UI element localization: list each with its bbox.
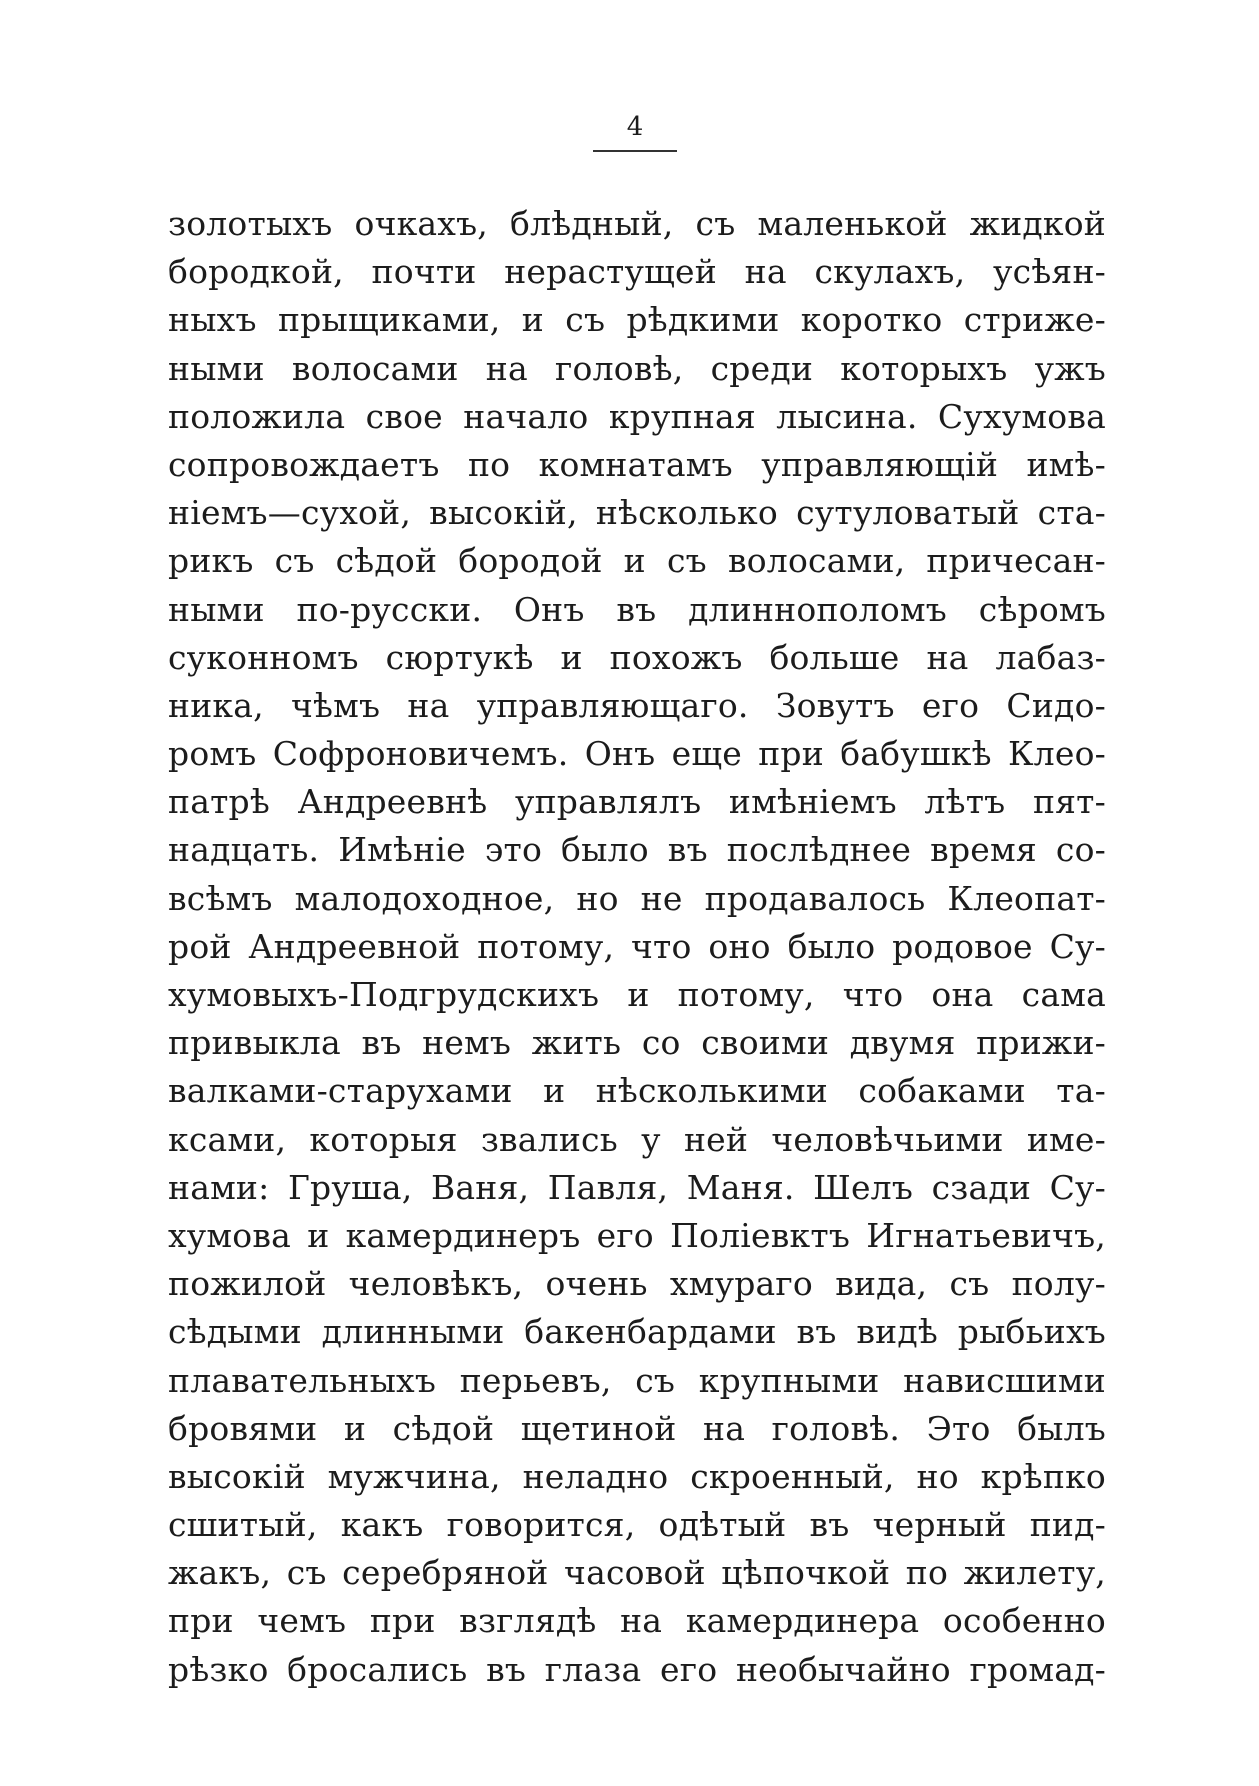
text-line: всѣмъ малодоходное, но не продавалось Клеопат- (168, 878, 1106, 918)
text-line: ніемъ—сухой, высокій, нѣсколько сутуловатый ста- (168, 493, 1106, 533)
text-line: ныхъ прыщиками, и съ рѣдкими коротко стриже- (168, 300, 1106, 340)
text-line: бровями и сѣдой щетиной на головѣ. Это былъ (168, 1408, 1106, 1448)
text-line: рой Андреевной потому, что оно было родовое Су- (168, 926, 1106, 966)
text-line: ными по-русски. Онъ въ длиннополомъ сѣромъ (168, 589, 1106, 629)
text-line: плавательныхъ перьевъ, съ крупными нависшими (168, 1360, 1106, 1400)
text-line: рикъ съ сѣдой бородой и съ волосами, причесан- (168, 541, 1106, 581)
text-line: валками-старухами и нѣсколькими собаками та- (168, 1071, 1106, 1111)
text-line: хумова и камердинеръ его Поліевктъ Игнатьевичъ, (168, 1215, 1106, 1255)
text-line: рѣзко бросались въ глаза его необычайно громад- (168, 1649, 1106, 1689)
text-line: сѣдыми длинными бакенбардами въ видѣ рыбьихъ (168, 1312, 1106, 1352)
page-number: 4 (626, 112, 644, 142)
text-line: сшитый, какъ говорится, одѣтый въ черный пид- (168, 1505, 1106, 1545)
text-line: жакъ, съ серебряной часовой цѣпочкой по жилету, (168, 1553, 1106, 1593)
text-line: ными волосами на головѣ, среди которыхъ ужъ (168, 348, 1106, 388)
text-line: сопровождаетъ по комнатамъ управляющій имѣ- (168, 444, 1106, 484)
text-line: пожилой человѣкъ, очень хмураго вида, съ полу- (168, 1264, 1106, 1304)
text-line: привыкла въ немъ жить со своими двумя прижи- (168, 1023, 1106, 1063)
text-line: суконномъ сюртукѣ и похожъ больше на лабаз- (168, 637, 1106, 677)
text-line: хумовыхъ-Подгрудскихъ и потому, что она сама (168, 975, 1106, 1014)
text-line: высокій мужчина, неладно скроенный, но крѣпко (168, 1456, 1106, 1496)
text-line: ника, чѣмъ на управляющаго. Зовутъ его Сидо- (168, 685, 1106, 725)
text-line: бородкой, почти нерастущей на скулахъ, усѣян- (168, 252, 1106, 292)
text-line: ксами, которыя звались у ней человѣчьими име- (168, 1119, 1106, 1159)
text-line: положила свое начало крупная лысина. Сухумова (168, 396, 1106, 436)
text-line: нами: Груша, Ваня, Павля, Маня. Шелъ сзади Су- (168, 1167, 1106, 1207)
text-line: ромъ Софроновичемъ. Онъ еще при бабушкѣ Клео- (168, 734, 1106, 774)
text-line: при чемъ при взглядѣ на камердинера особенно (168, 1601, 1106, 1641)
page-number-rule (593, 150, 677, 152)
body-text (168, 200, 1106, 1694)
text-line: золотыхъ очкахъ, блѣдный, съ маленькой жидкой (168, 204, 1106, 243)
text-line: надцать. Имѣніе это было въ послѣднее время со- (168, 830, 1106, 870)
text-line: патрѣ Андреевнѣ управлялъ имѣніемъ лѣтъ пят- (168, 782, 1106, 822)
